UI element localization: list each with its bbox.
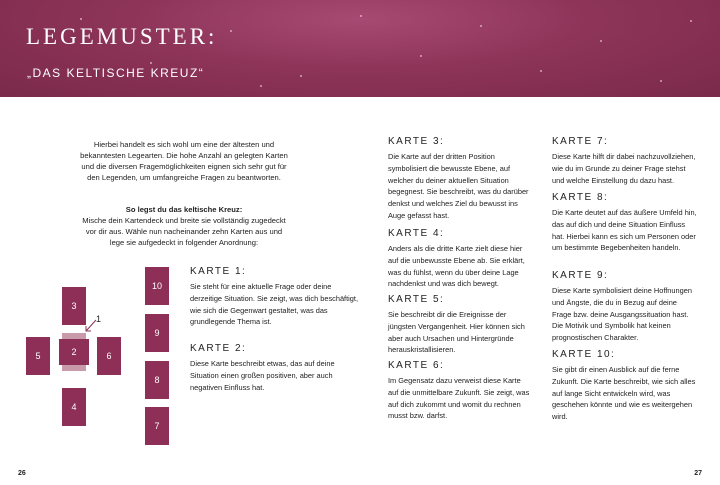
page-subtitle: „DAS KELTISCHE KREUZ“ (27, 66, 205, 80)
section-title: KARTE 5: (388, 294, 445, 305)
howto-block (82, 204, 286, 248)
card-1-label: 1 (96, 314, 102, 324)
section-karte-10 (552, 349, 698, 423)
intro-text: Hierbei handelt es sich wohl um eine der ältesten und bekanntesten Legearten. Die hohe Anzahl an gelegten Karten und die diversen Fragemöglichkeiten eignen sich sehr gut für den Legenden, um umfangreiche Fragen zu beantworten. (80, 140, 288, 182)
card-9: 9 (145, 314, 169, 352)
card-8: 8 (145, 361, 169, 399)
section-text: Die Karte auf der dritten Position symbolisiert die bewusste Ebene, auf welcher du deiner aktuellen Situation begegnest. Sie beschreibt, was du darüber denkst und welches Ziel du bewusst ins Auge gefasst hast. (388, 152, 529, 220)
page-title: LEGEMUSTER: (26, 24, 218, 49)
section-karte-7 (552, 136, 698, 186)
section-title: KARTE 1: (190, 266, 247, 277)
section-title: KARTE 10: (552, 349, 616, 360)
section-text: Sie steht für eine aktuelle Frage oder deine derzeitige Situation. Sie zeigt, was dich beschäftigt, wie sich die Gegenwart gestaltet, was das grundlegende Thema ist. (190, 282, 359, 327)
card-3: 3 (62, 287, 86, 325)
card-2: 2 (59, 339, 89, 365)
section-text: Sie gibt dir einen Ausblick auf die ferne Zukunft. Die Karte beschreibt, wie sich alles auf lange Sicht entwickeln wird, was geschehen könnte und wie es weitergehen wird. (552, 365, 696, 422)
section-karte-2 (190, 343, 360, 393)
page-number-right: 27 (694, 470, 702, 477)
section-title: KARTE 2: (190, 343, 247, 354)
section-karte-1 (190, 266, 360, 328)
card-5: 5 (26, 337, 50, 375)
card-4: 4 (62, 388, 86, 426)
section-karte-6 (388, 360, 532, 422)
section-karte-4 (388, 228, 532, 290)
arrow-icon (84, 318, 98, 334)
card-7: 7 (145, 407, 169, 445)
section-text: Sie beschreibt dir die Ereignisse der jüngsten Vergangenheit. Hier können sich aber auch Ursachen und Hintergründe herauskristallisieren. (388, 310, 525, 355)
section-karte-3 (388, 136, 532, 222)
page-number-left: 26 (18, 470, 26, 477)
section-text: Die Karte deutet auf das äußere Umfeld hin, das auf dich und deine Situation Einfluss hat. Hierbei kann es sich um Personen oder um bestimmte Begebenheiten handeln. (552, 208, 697, 253)
section-title: KARTE 3: (388, 136, 445, 147)
section-text: Diese Karte hilft dir dabei nachzuvollziehen, wie du im Grunde zu deiner Frage stehst und welche Einstellung du dazu hast. (552, 152, 696, 185)
section-title: KARTE 6: (388, 360, 445, 371)
howto-heading: So legst du das keltische Kreuz: (125, 205, 243, 214)
howto-text: Mische dein Kartendeck und breite sie vollständig zugedeckt vor dir aus. Wähle nun nacheinander zehn Karten aus und lege sie aufgedeckt in folgender Anordnung: (82, 216, 286, 247)
section-karte-8 (552, 192, 698, 254)
section-title: KARTE 8: (552, 192, 609, 203)
section-text: Im Gegensatz dazu verweist diese Karte auf die unmittelbare Zukunft. Sie zeigt, was auf dich zukommt und womit du rechnen musst bzw. darfst. (388, 376, 530, 421)
section-karte-9 (552, 270, 698, 344)
section-text: Diese Karte symbolisiert deine Hoffnungen und Ängste, die du in Bezug auf deine Frage bzw. deine Ausgangssituation hast. Die Motivik und Symbolik hat keinen prognostischen Charakter. (552, 286, 692, 343)
section-text: Anders als die dritte Karte zielt diese hier auf die unbewusste Ebene ab. Sie erklärt, was du fühlst, wenn du über deine Lage nachdenkst und was dich bewegt. (388, 244, 525, 289)
section-title: KARTE 4: (388, 228, 445, 239)
header-banner (0, 0, 720, 97)
section-karte-5 (388, 294, 532, 356)
section-text: Diese Karte beschreibt etwas, das auf deine Situation einen großen positiven, aber auch negativen Einfluss hat. (190, 359, 335, 392)
card-10: 10 (145, 267, 169, 305)
section-title: KARTE 9: (552, 270, 609, 281)
section-title: KARTE 7: (552, 136, 609, 147)
card-6: 6 (97, 337, 121, 375)
